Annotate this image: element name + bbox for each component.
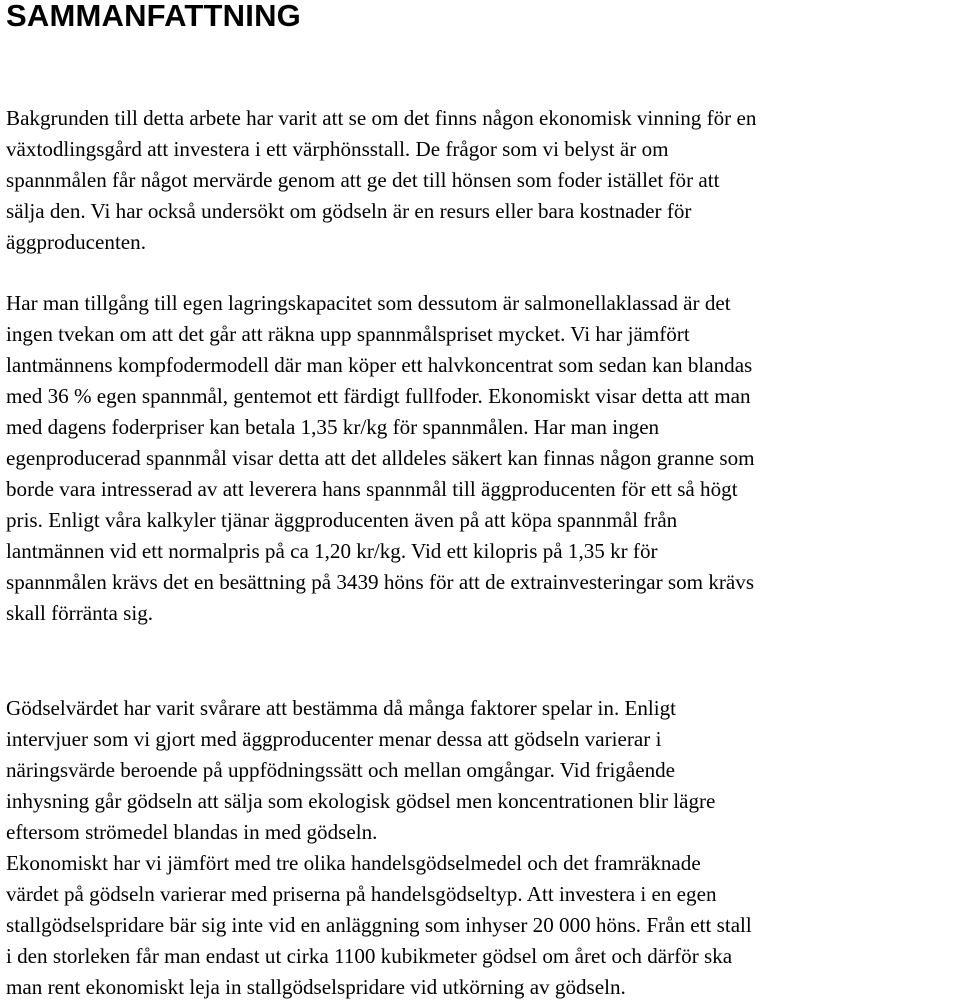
text-line: pris. Enligt våra kalkyler tjänar äggproducenten även på att köpa spannmål från	[6, 508, 678, 532]
text-line: man rent ekonomiskt leja in stallgödselspridare vid utkörning av gödseln.	[6, 975, 626, 999]
text-line: Har man tillgång till egen lagringskapacitet som dessutom är salmonellaklassad är det	[6, 291, 731, 315]
text-line: Gödselvärdet har varit svårare att bestämma då många faktorer spelar in. Enligt	[6, 696, 677, 720]
text-line: Ekonomiskt har vi jämfört med tre olika handelsgödselmedel och det framräknade	[6, 851, 701, 875]
text-line: med dagens foderpriser kan betala 1,35 kr/kg för spannmålen. Har man ingen	[6, 415, 660, 439]
text-line: spannmålen får något mervärde genom att ge det till hönsen som foder istället för att	[6, 168, 720, 192]
text-line: äggproducenten.	[6, 230, 146, 254]
text-line: spannmålen krävs det en besättning på 3439 höns för att de extrainvesteringar som krävs	[6, 570, 755, 594]
text-line: sälja den. Vi har också undersökt om gödseln är en resurs eller bara kostnader för	[6, 199, 692, 223]
text-line: näringsvärde beroende på uppfödningssätt och mellan omgångar. Vid frigående	[6, 758, 676, 782]
text-line: ingen tvekan om att det går att räkna upp spannmålspriset mycket. Vi har jämfört	[6, 322, 690, 346]
document-heading: SAMMANFATTNING	[6, 0, 301, 33]
text-line: värdet på gödseln varierar med priserna på handelsgödseltyp. Att investera i en egen	[6, 882, 717, 906]
text-line: stallgödselspridare bär sig inte vid en anläggning som inhyser 20 000 höns. Från ett stall	[6, 913, 752, 937]
text-line: borde vara intresserad av att leverera hans spannmål till äggproducenten för ett så högt	[6, 477, 738, 501]
paragraph-manure-economics	[6, 848, 752, 1003]
text-line: intervjuer som vi gjort med äggproducenter menar dessa att gödseln varierar i	[6, 727, 662, 751]
text-line: inhysning går gödseln att sälja som ekologisk gödsel men koncentrationen blir lägre	[6, 789, 716, 813]
text-line: lantmännen vid ett normalpris på ca 1,20 kr/kg. Vid ett kilopris på 1,35 kr för	[6, 539, 658, 563]
text-line: egenproducerad spannmål visar detta att det alldeles säkert kan finnas någon granne som	[6, 446, 755, 470]
text-line: växtodlingsgård att investera i ett värphönsstall. De frågor som vi belyst är om	[6, 137, 669, 161]
text-line: lantmännens kompfodermodell där man köper ett halvkoncentrat som sedan kan blandas	[6, 353, 753, 377]
text-line: eftersom strömedel blandas in med gödseln.	[6, 820, 378, 844]
text-line: med 36 % egen spannmål, gentemot ett färdigt fullfoder. Ekonomiskt visar detta att man	[6, 384, 751, 408]
text-line: skall förränta sig.	[6, 601, 154, 625]
paragraph-manure-value	[6, 693, 715, 848]
text-line: i den storleken får man endast ut cirka 1100 kubikmeter gödsel om året och därför ska	[6, 944, 733, 968]
paragraph-feed-economics	[6, 288, 755, 629]
paragraph-background	[6, 103, 756, 258]
text-line: Bakgrunden till detta arbete har varit att se om det finns någon ekonomisk vinning för en	[6, 106, 757, 130]
